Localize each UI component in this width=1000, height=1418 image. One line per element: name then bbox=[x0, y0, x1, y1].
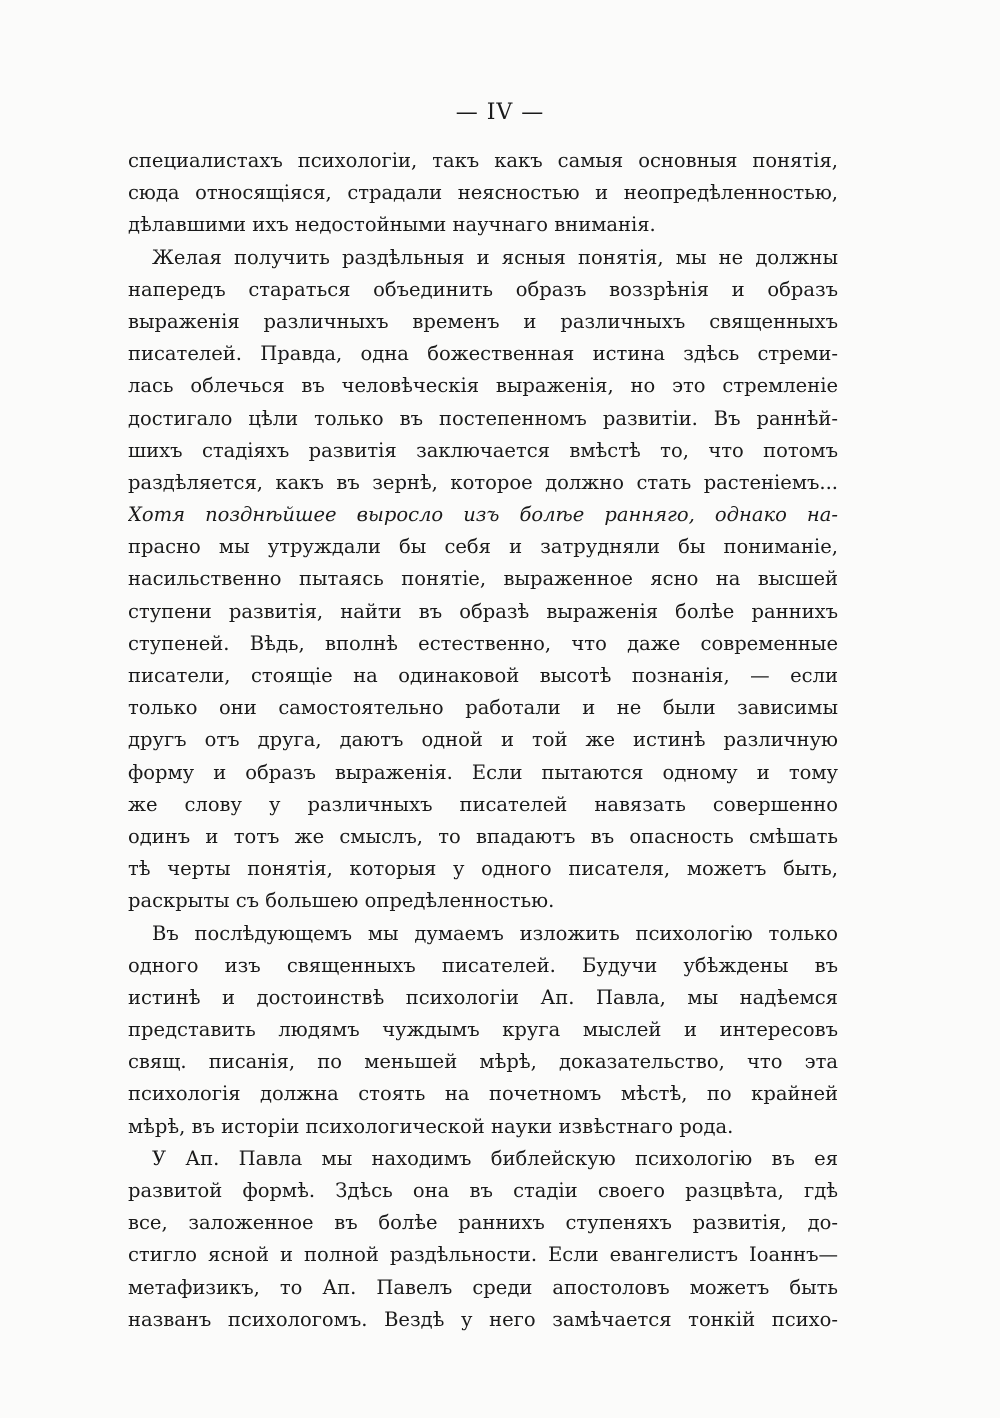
text-line: выраженія различныхъ временъ и различныхъ священныхъ bbox=[128, 309, 838, 333]
text-line: другъ отъ друга, даютъ одной и той же истинѣ различную bbox=[128, 728, 838, 752]
text-line: тѣ черты понятія, которыя у одного писателя, можетъ быть, bbox=[128, 857, 838, 881]
text-line: истинѣ и достоинствѣ психологіи Ап. Павла, мы надѣемся bbox=[128, 985, 838, 1009]
text-line: одного изъ священныхъ писателей. Будучи убѣждены въ bbox=[128, 953, 838, 977]
text-line: шихъ стадіяхъ развитія заключается вмѣстѣ то, что потомъ bbox=[128, 438, 838, 462]
text-line: достигало цѣли только въ постепенномъ развитіи. Въ раннѣй- bbox=[128, 406, 838, 430]
text-line: Желая получить раздѣльныя и ясныя понятія, мы не должны bbox=[152, 245, 838, 269]
text-line: У Ап. Павла мы находимъ библейскую психологію въ ея bbox=[152, 1146, 838, 1170]
text-line: писателей. Правда, одна божественная истина здѣсь стреми- bbox=[128, 342, 838, 366]
text-line: стигло ясной и полной раздѣльности. Если евангелистъ Іоаннъ— bbox=[128, 1243, 838, 1267]
text-line: же слову у различныхъ писателей навязать совершенно bbox=[128, 792, 838, 816]
text-line: сюда относящіяся, страдали неясностью и неопредѣленностью, bbox=[128, 181, 838, 205]
body-text bbox=[128, 145, 838, 1336]
text-line: дѣлавшими ихъ недостойными научнаго вниманія. bbox=[128, 213, 656, 237]
page-number: — IV — bbox=[455, 100, 545, 125]
text-line: насильственно пытаясь понятіе, выраженное ясно на высшей bbox=[128, 567, 838, 591]
text-line: только они самостоятельно работали и не были зависимы bbox=[128, 696, 838, 720]
text-line: раздѣляется, какъ въ зернѣ, которое должно стать растеніемъ... bbox=[128, 470, 838, 494]
text-line: Хотя позднѣйшее выросло изъ болѣе ранняго, однако на- bbox=[128, 503, 838, 527]
text-line: форму и образъ выраженія. Если пытаются одному и тому bbox=[128, 760, 838, 784]
text-line: развитой формѣ. Здѣсь она въ стадіи своего разцвѣта, гдѣ bbox=[128, 1179, 838, 1202]
text-line: писатели, стоящіе на одинаковой высотѣ познанія, — если bbox=[128, 664, 838, 687]
text-line: лась облечься въ человѣческія выраженія, но это стремленіе bbox=[128, 374, 838, 398]
paragraph-4 bbox=[128, 1143, 838, 1336]
text-line: специалистахъ психологіи, такъ какъ самыя основныя понятія, bbox=[128, 149, 838, 172]
text-line: раскрыты съ большею опредѣленностью. bbox=[128, 889, 555, 913]
text-line: напередъ стараться объединить образъ воззрѣнія и образъ bbox=[128, 277, 838, 301]
text-line: ступеней. Вѣдь, вполнѣ естественно, что даже современные bbox=[128, 631, 838, 655]
text-line: свящ. писанія, по меньшей мѣрѣ, доказательство, что эта bbox=[128, 1050, 838, 1074]
text-line: ступени развитія, найти въ образѣ выраженія болѣе раннихъ bbox=[128, 599, 838, 623]
text-line: названъ психологомъ. Вездѣ у него замѣчается тонкій психо- bbox=[128, 1307, 838, 1331]
text-line: психологія должна стоять на почетномъ мѣстѣ, по крайней bbox=[128, 1082, 838, 1106]
text-line: представить людямъ чуждымъ круга мыслей и интересовъ bbox=[128, 1018, 838, 1042]
text-line: мѣрѣ, въ исторіи психологической науки извѣстнаго рода. bbox=[128, 1114, 734, 1138]
text-line: одинъ и тотъ же смыслъ, то впадаютъ въ опасность смѣшать bbox=[128, 824, 838, 848]
paragraph-1 bbox=[128, 145, 838, 242]
text-line: метафизикъ, то Ап. Павелъ среди апостоловъ можетъ быть bbox=[128, 1275, 838, 1299]
text-line: все, заложенное въ болѣе раннихъ ступеняхъ развитія, до- bbox=[128, 1211, 838, 1235]
paragraph-3 bbox=[128, 918, 838, 1143]
paragraph-2 bbox=[128, 242, 838, 918]
text-line: прасно мы утруждали бы себя и затрудняли бы пониманіе, bbox=[128, 535, 838, 559]
text-line: Въ послѣдующемъ мы думаемъ изложить психологію только bbox=[152, 921, 838, 945]
